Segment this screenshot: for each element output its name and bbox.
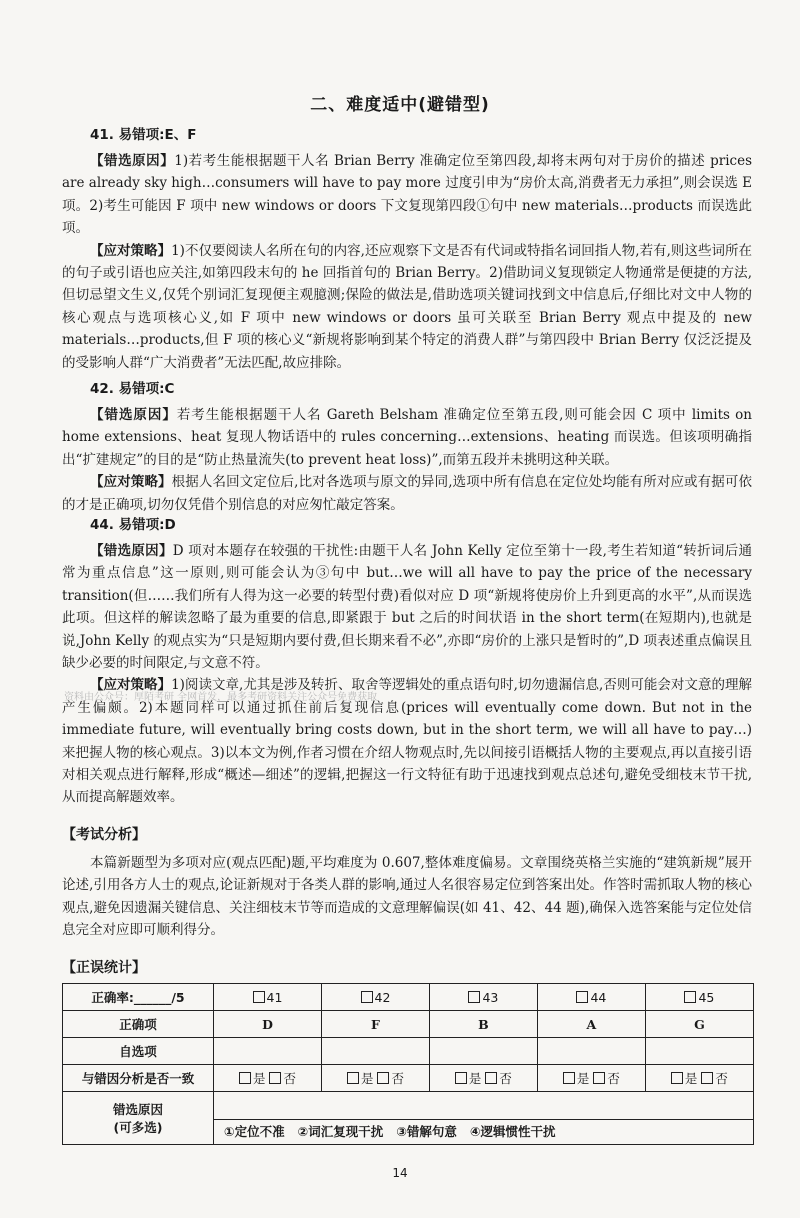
checkbox-icon[interactable] bbox=[563, 1072, 575, 1084]
checkbox-icon[interactable] bbox=[239, 1072, 251, 1084]
stats-row-correct bbox=[63, 1011, 754, 1038]
q41-check[interactable]: 41 bbox=[214, 984, 322, 1011]
checkbox-icon[interactable] bbox=[269, 1072, 281, 1084]
reason-option-2[interactable]: ②词汇复现干扰 bbox=[297, 1124, 384, 1139]
correct-41: D bbox=[214, 1011, 322, 1038]
question-44-heading: 44. 易错项:D bbox=[90, 517, 176, 533]
q42-reason-text: 若考生能根据题干人名 Gareth Belsham 准确定位至第五段,则可能会因 C 项中 limits on home extensions、heat 复现人物话语中的 rules concerning…extensions、heating 而误选。但该项明确指出“扩建规定”的目的是“防止热量流失(to prevent heat loss)”,而第五段并未挑明这种关联。 bbox=[62, 407, 753, 468]
question-42-block bbox=[62, 378, 752, 516]
q42-check[interactable]: 42 bbox=[321, 984, 429, 1011]
consistent-label: 与错因分析是否一致 bbox=[63, 1065, 214, 1092]
own-choice-label: 自选项 bbox=[63, 1038, 214, 1065]
q41-reason-text: 1)若考生能根据题干人名 Brian Berry 准确定位至第四段,却将末两句对于房价的描述 prices are already sky high…consumers will have to pay more 过度引申为“房价太高,消费者无力承担”,则会误选 E 项。2)考生可能因 F 项中 new windows or doors 下文复现第四段①句中 new materials…products 而误选此项。 bbox=[62, 153, 752, 237]
strategy-tag: 【应对策略】 bbox=[90, 677, 172, 694]
correct-44: A bbox=[537, 1011, 645, 1038]
checkbox-icon[interactable] bbox=[684, 991, 696, 1003]
checkbox-icon[interactable] bbox=[485, 1072, 497, 1084]
stats-row-accuracy bbox=[63, 984, 754, 1011]
consistent-45[interactable]: 是 否 bbox=[645, 1065, 753, 1092]
reason-tag: 【错选原因】 bbox=[90, 153, 175, 169]
checkbox-icon[interactable] bbox=[701, 1072, 713, 1084]
correct-label: 正确项 bbox=[63, 1011, 214, 1038]
consistent-41[interactable]: 是 否 bbox=[214, 1065, 322, 1092]
q42-strategy bbox=[62, 471, 752, 516]
q43-check[interactable]: 43 bbox=[429, 984, 537, 1011]
q42-strategy-text: 根据人名回文定位后,比对各选项与原文的异同,选项中所有信息在定位处均能有所对应或有据可依的才是正确项,切勿仅凭借个别信息的对应匆忙敲定答案。 bbox=[62, 474, 752, 513]
checkbox-icon[interactable] bbox=[468, 991, 480, 1003]
q41-strategy bbox=[62, 240, 752, 374]
q42-reason bbox=[62, 404, 752, 471]
checkbox-icon[interactable] bbox=[576, 991, 588, 1003]
checkbox-icon[interactable] bbox=[253, 991, 265, 1003]
correct-42: F bbox=[321, 1011, 429, 1038]
own-choice-43[interactable] bbox=[429, 1038, 537, 1065]
exam-analysis-text: 本篇新题型为多项对应(观点匹配)题,平均难度为 0.607,整体难度偏易。文章围绕英格兰实施的“建筑新规”展开论述,引用各方人士的观点,论证新规对于各类人群的影响,通过人名很容易定位到答案出处。作答时需抓取人物的核心观点,避免因遗漏关键信息、关注细枝末节等而造成的文意理解偏误(如 41、42、44 题),确保入选答案能与定位处信息完全对应即可顺利得分。 bbox=[62, 855, 752, 939]
watermark-text: 资料由公众号：厚陌考研 全网首发，最多考研资料关注公众号免费获取 bbox=[64, 692, 378, 703]
own-choice-45[interactable] bbox=[645, 1038, 753, 1065]
correct-43: B bbox=[429, 1011, 537, 1038]
stats-row-consistent bbox=[63, 1065, 754, 1092]
strategy-tag: 【应对策略】 bbox=[90, 474, 172, 491]
question-42-heading: 42. 易错项:C bbox=[90, 381, 175, 397]
reason-tag: 【错选原因】 bbox=[90, 407, 177, 423]
stats-row-own bbox=[63, 1038, 754, 1065]
checkbox-icon[interactable] bbox=[377, 1072, 389, 1084]
consistent-43[interactable]: 是 否 bbox=[429, 1065, 537, 1092]
q44-strategy-text: 1)阅读文章,尤其是涉及转折、取舍等逻辑处的重点语句时,切勿遗漏信息,否则可能会对文意的理解产生偏颇。2)本题同样可以通过抓住前后复现信息(prices will eventually come down. But not in the immediate future, will eventually bring costs down, but in the short term, we will all have to pay…)来把握人物的核心观点。3)以本文为例,作者习惯在介绍人物观点时,先以间接引语概括人物的主要观点,再以直接引语对相关观点进行解释,形成“概述—细述”的逻辑,把握这一行文特征有助于迅速找到观点总述句,避免受细枝末节干扰,从而提高解题效率。 bbox=[62, 677, 752, 806]
stats-heading: 【正误统计】 bbox=[62, 960, 146, 976]
q44-reason-text: D 项对本题存在较强的干扰性:由题干人名 John Kelly 定位至第十一段,考生若知道“转折词后通常为重点信息”这一原则,则可能会认为③句中 but…we will all have to pay the price of the necessary transition(但……我们所有人得为这一必要的转型付费)看似对应 D 项“新规将使房价上升到更高的水平”,从而误选此项。但这样的解读忽略了最为重要的信息,即紧跟于 but 之后的时间状语 in the short term(在短期内),也就是说,John Kelly 的观点实为“只是短期内要付费,但长期来看不必”,亦即“房价的上涨只是暂时的”,D 项表述重点偏误且缺少必要的时间限定,与文意不符。 bbox=[62, 543, 752, 672]
checkbox-icon[interactable] bbox=[361, 991, 373, 1003]
q41-strategy-text: 1)不仅要阅读人名所在句的内容,还应观察下文是否有代词或特指名词回指人物,若有,则这些词所在的句子或引语也应关注,如第四段末句的 he 回指首句的 Brian Berry。2)借助词义复现锁定人物通常是便捷的方法,但切忌望文生义,仅凭个别词汇复现便主观臆测;保险的做法是,借助选项关键词找到文中信息后,仔细比对文中人物的核心观点与选项核心义,如 F 项中 new windows or doors 虽可关联至 Brian Berry 观点中提及的 new materials…products,但 F 项的核心义“新规将影响到某个特定的消费人群”与第四段中 Brian Berry 仅泛泛提及的受影响人群“广大消费者”无法匹配,故应排除。 bbox=[62, 242, 752, 371]
own-choice-42[interactable] bbox=[321, 1038, 429, 1065]
checkbox-icon[interactable] bbox=[593, 1072, 605, 1084]
section-title: 二、难度适中(避错型) bbox=[310, 95, 490, 115]
q45-check[interactable]: 45 bbox=[645, 984, 753, 1011]
reason-option-1[interactable]: ①定位不准 bbox=[224, 1124, 285, 1139]
strategy-tag: 【应对策略】 bbox=[90, 242, 172, 259]
question-41-block bbox=[62, 124, 752, 374]
page-number: 14 bbox=[392, 1166, 408, 1180]
q41-reason bbox=[62, 150, 752, 240]
consistent-42[interactable]: 是 否 bbox=[321, 1065, 429, 1092]
question-44-block bbox=[62, 514, 752, 809]
consistent-44[interactable]: 是 否 bbox=[537, 1065, 645, 1092]
q44-check[interactable]: 44 bbox=[537, 984, 645, 1011]
question-41-heading: 41. 易错项:E、F bbox=[90, 127, 197, 143]
reason-option-4[interactable]: ④逻辑惯性干扰 bbox=[469, 1124, 556, 1139]
reason-tag: 【错选原因】 bbox=[90, 543, 173, 559]
accuracy-label: 正确率:______/5 bbox=[63, 984, 214, 1011]
own-choice-44[interactable] bbox=[537, 1038, 645, 1065]
stats-heading-block bbox=[62, 957, 752, 979]
reason-options bbox=[214, 1119, 753, 1144]
checkbox-icon[interactable] bbox=[455, 1072, 467, 1084]
exam-analysis-block bbox=[62, 824, 752, 942]
correct-45: G bbox=[645, 1011, 753, 1038]
reason-option-3[interactable]: ③错解句意 bbox=[396, 1124, 457, 1139]
stats-table bbox=[62, 983, 754, 1145]
checkbox-icon[interactable] bbox=[671, 1072, 683, 1084]
q44-reason bbox=[62, 540, 752, 674]
checkbox-icon[interactable] bbox=[347, 1072, 359, 1084]
stats-row-reasons bbox=[63, 1092, 754, 1145]
own-choice-41[interactable] bbox=[214, 1038, 322, 1065]
wrong-reason-label: 错选原因 (可多选) bbox=[63, 1092, 214, 1145]
exam-analysis-heading: 【考试分析】 bbox=[62, 827, 146, 843]
